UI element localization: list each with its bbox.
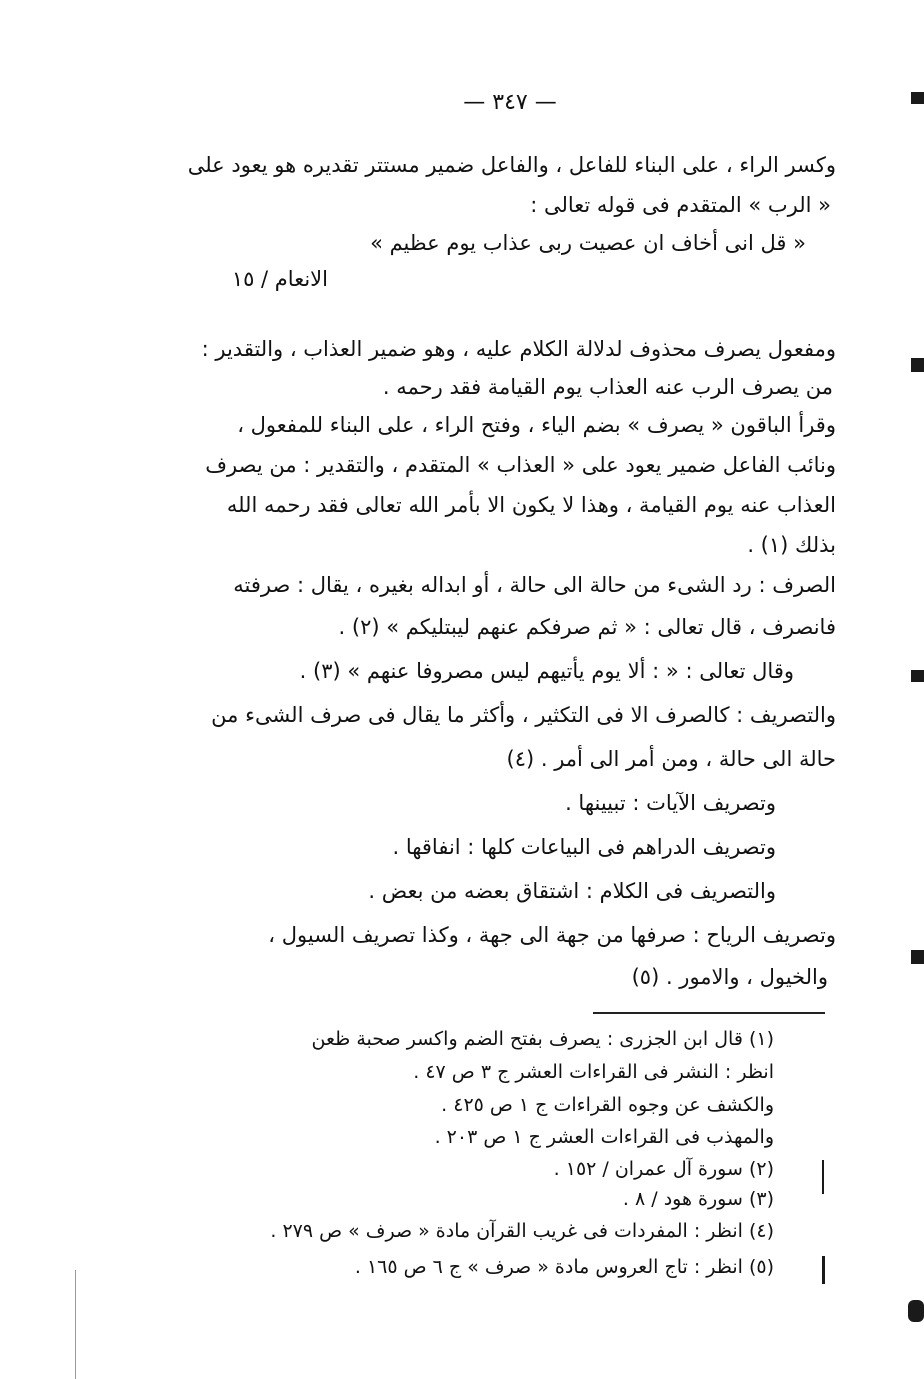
body-line-7: وقرأ الباقون « يصرف » بضم الياء ، وفتح الراء ، على البناء للمفعول ، xyxy=(237,413,836,437)
footnote-1-source-b: والكشف عن وجوه القراءات ج ١ ص ٤٢٥ . xyxy=(441,1094,774,1116)
footnote-1-source-a: انظر : النشر فى القراءات العشر ج ٣ ص ٤٧ . xyxy=(413,1061,774,1083)
body-line-10: بذلك (١) . xyxy=(747,533,836,557)
body-line-5: ومفعول يصرف محذوف لدلالة الكلام عليه ، وهو ضمير العذاب ، والتقدير : xyxy=(201,337,836,361)
body-line-19: وتصريف الرياح : صرفها من جهة الى جهة ، وكذا تصريف السيول ، xyxy=(268,923,836,947)
footnote-1: (١) قال ابن الجزرى : يصرف بفتح الضم واكسر صحبة ظعن xyxy=(311,1028,774,1050)
body-line-8: ونائب الفاعل ضمير يعود على « العذاب » المتقدم ، والتقدير : من يصرف xyxy=(205,453,836,477)
body-line-6: من يصرف الرب عنه العذاب يوم القيامة فقد رحمه . xyxy=(382,375,833,399)
body-line-16: وتصريف الآيات : تبيينها . xyxy=(565,791,776,815)
footnote-1-source-c: والمهذب فى القراءات العشر ج ١ ص ٢٠٣ . xyxy=(434,1126,774,1148)
scan-margin-line xyxy=(75,1270,76,1379)
scan-edge-mark xyxy=(908,1300,924,1322)
verse-reference: الانعام / ١٥ xyxy=(231,267,328,291)
footnote-3: (٣) سورة هود / ٨ . xyxy=(622,1188,774,1210)
body-line-12: فانصرف ، قال تعالى : « ثم صرفكم عنهم ليبتليكم » (٢) . xyxy=(338,615,836,639)
body-line-13: وقال تعالى : « : ألا يوم يأتيهم ليس مصروفا عنهم » (٣) . xyxy=(299,659,794,683)
scan-edge-mark xyxy=(911,358,924,372)
footnote-4: (٤) انظر : المفردات فى غريب القرآن مادة « صرف » ص ٢٧٩ . xyxy=(270,1220,774,1242)
scan-bracket-mark xyxy=(822,1256,825,1284)
footnote-5: (٥) انظر : تاج العروس مادة « صرف » ج ٦ ص ١٦٥ . xyxy=(354,1256,774,1278)
body-line-20: والخيول ، والامور . (٥) xyxy=(631,965,828,989)
body-line-14: والتصريف : كالصرف الا فى التكثير ، وأكثر ما يقال فى صرف الشىء من xyxy=(211,703,836,727)
body-line-15: حالة الى حالة ، ومن أمر الى أمر . (٤) xyxy=(506,747,836,771)
scan-edge-mark xyxy=(911,670,924,682)
footnote-separator xyxy=(593,1012,825,1014)
scan-edge-mark xyxy=(911,92,924,104)
body-line-9: العذاب عنه يوم القيامة ، وهذا لا يكون الا بأمر الله تعالى فقد رحمه الله xyxy=(226,493,836,517)
body-line-2: « الرب » المتقدم فى قوله تعالى : xyxy=(530,193,831,217)
body-line-11: الصرف : رد الشىء من حالة الى حالة ، أو ابداله بغيره ، يقال : صرفته xyxy=(233,573,836,597)
quran-verse: « قل انى أخاف ان عصيت ربى عذاب يوم عظيم » xyxy=(370,231,806,255)
footnote-2: (٢) سورة آل عمران / ١٥٢ . xyxy=(553,1158,774,1180)
scan-bracket-mark xyxy=(822,1160,824,1194)
scan-edge-mark xyxy=(911,950,924,964)
body-line-18: والتصريف فى الكلام : اشتقاق بعضه من بعض . xyxy=(368,879,776,903)
body-line-1: وكسر الراء ، على البناء للفاعل ، والفاعل ضمير مستتر تقديره هو يعود على xyxy=(187,153,836,177)
page-number: — ٣٤٧ — xyxy=(463,90,557,115)
body-line-17: وتصريف الدراهم فى البياعات كلها : انفاقها . xyxy=(392,835,776,859)
